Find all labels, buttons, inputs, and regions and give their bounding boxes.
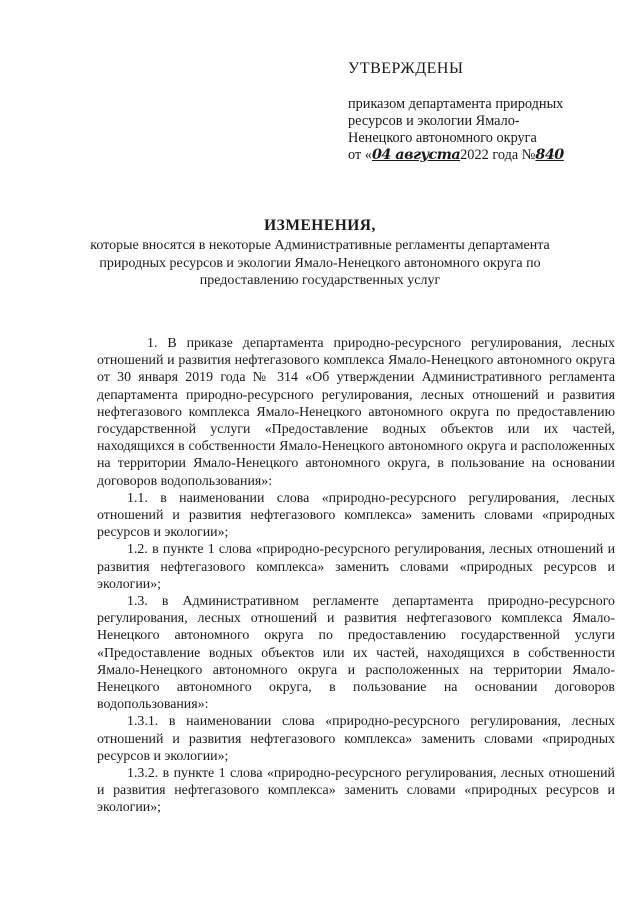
paragraph-1-3-1: 1.3.1. в наименовании слова «природно-ресурсного регулирования, лесных отношений и развития нефтегазового комплекса» заменить словами «природных ресурсов и экологии»;	[97, 714, 615, 764]
paragraph-1-3: 1.3. в Административном регламенте департамента природно-ресурсного регулирования, лесных отношений и развития нефтегазового комплекса Ямало-Ненецкого автономного округа по предоставлению государственной услуги «Предоставление водных объектов или их частей, находящихся в собственности Ямало-Ненецкого автономного округа и расположенных на территории Ямало-Ненецкого автономного округа, в пользование на основании договоров водопользования»:	[97, 594, 615, 713]
paragraph-1-2: 1.2. в пункте 1 слова «природно-ресурсного регулирования, лесных отношений и развития нефтегазового комплекса» заменить словами «природных ресурсов и экологии»;	[97, 542, 615, 592]
document-body	[97, 335, 615, 817]
approval-line-2: ресурсов и экологии Ямало-	[348, 113, 520, 129]
approval-date-line	[348, 147, 610, 164]
handwritten-order-number: 840	[535, 147, 564, 163]
document-title: ИЗМЕНЕНИЯ,	[264, 217, 376, 234]
paragraph-1-3-2: 1.3.2. в пункте 1 слова «природно-ресурсного регулирования, лесных отношений и развития нефтегазового комплекса» заменить словами «природных ресурсов и экологии»;	[97, 766, 615, 816]
paragraph-1-1: 1.1. в наименовании слова «природно-ресурсного регулирования, лесных отношений и развития нефтегазового комплекса» заменить словами «природных ресурсов и экологии»;	[97, 490, 615, 541]
approval-line-3: Ненецкого автономного округа	[348, 130, 537, 146]
approval-line-1: приказом департамента природных	[348, 96, 564, 112]
approval-heading: УТВЕРЖДЕНЫ	[348, 60, 464, 77]
document-subtitle: которые вносятся в некоторые Административные регламенты департамента природных ресурсов и экологии Ямало-Ненецкого автономного округа по предоставлению государственных услуг	[90, 238, 550, 288]
date-year: 2022 года №	[460, 147, 536, 163]
approval-block	[348, 96, 610, 164]
date-prefix: от «	[348, 147, 372, 163]
paragraph-1: 1. В приказе департамента природно-ресурсного регулирования, лесных отношений и развития нефтегазового комплекса Ямало-Ненецкого автономного округа от 30 января 2019 года № 314 «Об утверждении Административного регламента департамента природно-ресурсного регулирования, лесных отношений и развития нефтегазового комплекса Ямало-Ненецкого автономного округа по предоставлению государственной услуги «Предоставление водных объектов или их частей, находящихся в собственности Ямало-Ненецкого автономного округа и расположенных на территории Ямало-Ненецкого автономного округа, в пользование на основании договоров водопользования»:	[97, 336, 615, 489]
handwritten-date: 04 августа	[371, 147, 461, 163]
